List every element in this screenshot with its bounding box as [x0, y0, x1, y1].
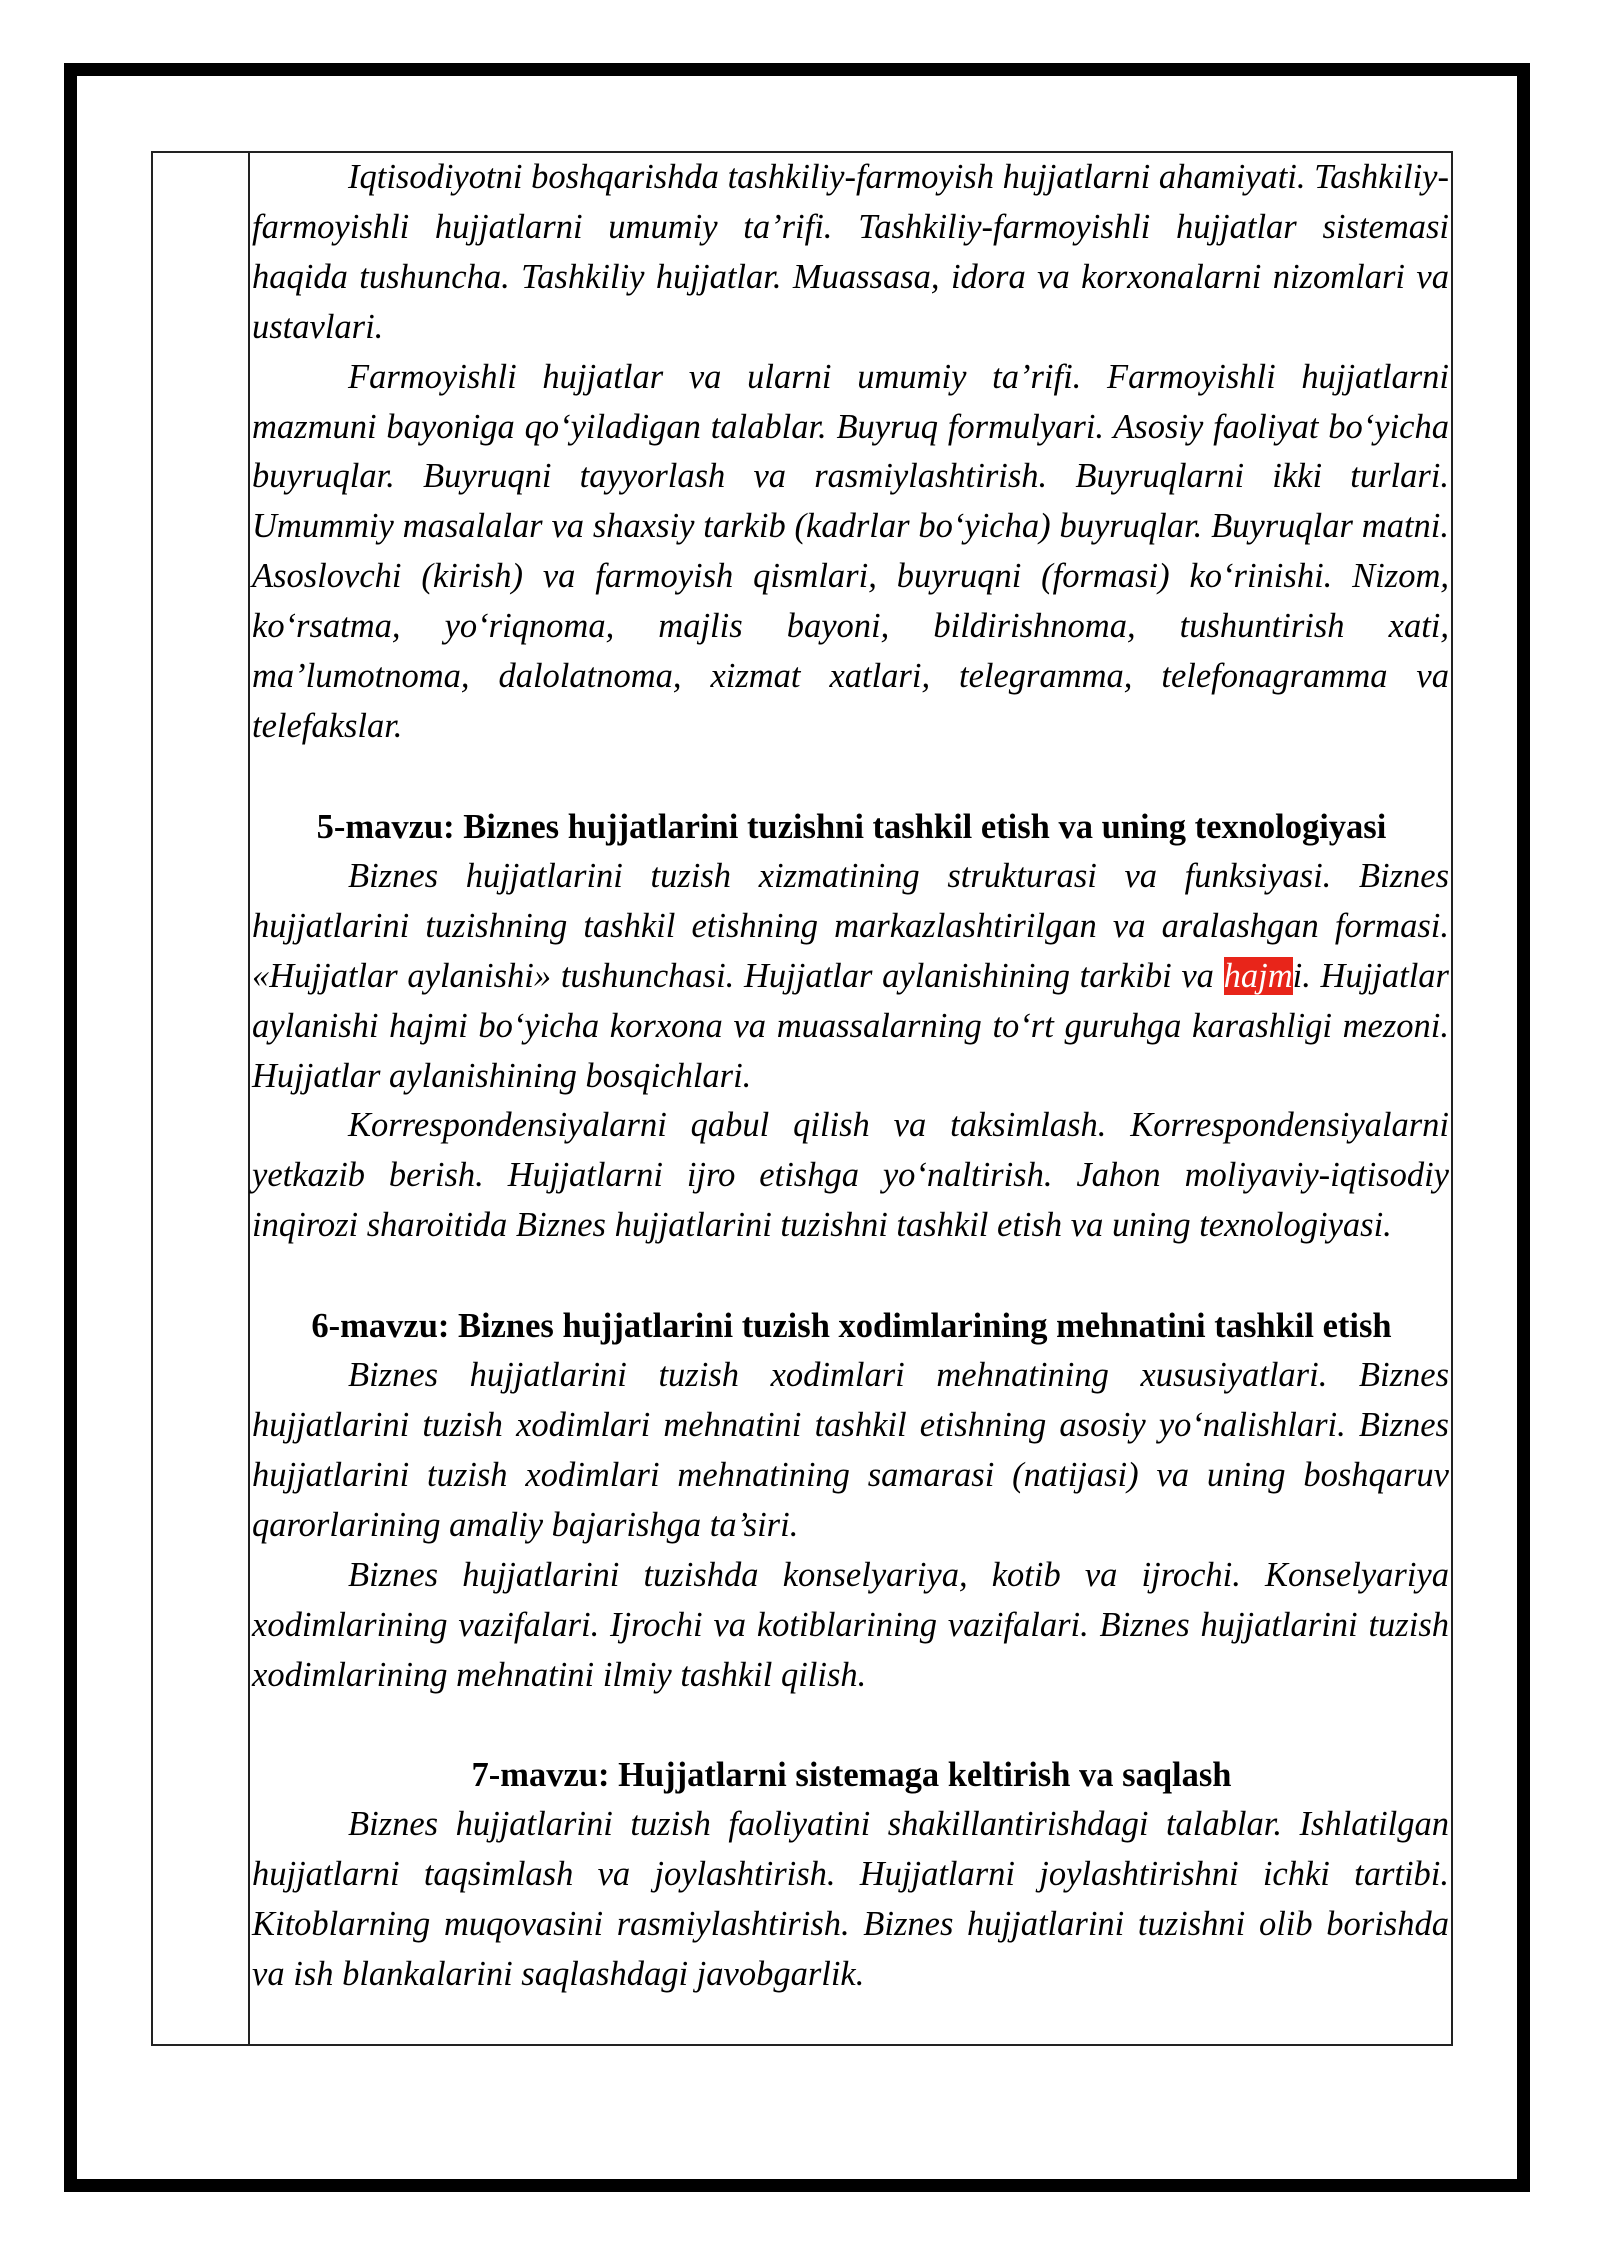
spacer: [252, 752, 1451, 802]
empty-left-cell: [153, 153, 250, 2044]
topic-7-paragraph-1: Biznes hujjatlarini tuzish faoliyatini shakillantirishdagi talablar. Ishlatilgan hujjatlarni taqsimlash va joylashtirish. Hujjatlarni joylashtirishni ichki tartibi. Kitoblarning muqovasini rasmiylashtirish. Biznes hujjatlarini tuzishni olib borishda va ish blankalarini saqlashdagi javobgarlik.: [252, 1805, 1449, 1994]
text-cell: [252, 153, 1451, 2000]
topic-7-heading: 7-mavzu: Hujjatlarni sistemaga keltirish va saqlash: [471, 1756, 1232, 1795]
intro-paragraph-2: Farmoyishli hujjatlar va ularni umumiy ta’rifi. Farmoyishli hujjatlarni mazmuni bayoniga qo‘yiladigan talablar. Buyruq formulyari. Asosiy faoliyat bo‘yicha buyruqlar. Buyruqni tayyorlash va rasmiylashtirish. Buyruqlarni ikki turlari. Umummiy masalalar va shaxsiy tarkib (kadrlar bo‘yicha) buyruqlar. Buyruqlar matni. Asoslovchi (kirish) va farmoyish qismlari, buyruqni (formasi) ko‘rinishi. Nizom, ko‘rsatma, yo‘riqnoma, majlis bayoni, bildirishnoma, tushuntirish xati, ma’lumotnoma, dalolatnoma, xizmat xatlari, telegramma, telefonagramma va telefakslar.: [252, 357, 1449, 745]
topic-6-paragraph-2: Biznes hujjatlarini tuzishda konselyariya, kotib va ijrochi. Konselyariya xodimlarining vazifalari. Ijrochi va kotiblarining vazifalari. Biznes hujjatlarini tuzish xodimlarining mehnatini ilmiy tashkil qilish.: [252, 1555, 1449, 1694]
highlighted-word: hajm: [1223, 956, 1293, 995]
topic-5-paragraph-2: Korrespondensiyalarni qabul qilish va taksimlash. Korrespondensiyalarni yetkazib berish. Hujjatlarni ijro etishga yo‘naltirish. Jahon moliyaviy-iqtisodiy inqirozi sharoitida Biznes hujjatlarini tuzishni tashkil etish va uning texnologiyasi.: [252, 1106, 1449, 1245]
topic-5-text-before: Biznes hujjatlarini tuzish xizmatining strukturasi va funksiyasi. Biznes hujjatlarini tuzishning tashkil etishning markazlashtirilgan va aralashgan formasi. «Hujjatlar aylanishi» tushunchasi. Hujjatlar aylanishining tarkibi va: [252, 856, 1449, 995]
intro-paragraph-1: Iqtisodiyotni boshqarishda tashkiliy-farmoyish hujjatlarni ahamiyati. Tashkiliy-farmoyishli hujjatlarni umumiy ta’rifi. Tashkiliy-farmoyishli hujjatlar sistemasi haqida tushuncha. Tashkiliy hujjatlar. Muassasa, idora va korxonalarni nizomlari va ustavlari.: [252, 158, 1449, 346]
spacer: [252, 1251, 1451, 1301]
topic-6-heading: 6-mavzu: Biznes hujjatlarini tuzish xodimlarining mehnatini tashkil etish: [311, 1307, 1392, 1346]
topic-5-heading: 5-mavzu: Biznes hujjatlarini tuzishni tashkil etish va uning texnologiyasi: [316, 807, 1387, 846]
topic-5-paragraph-1: [252, 852, 1451, 1102]
spacer: [252, 1700, 1451, 1750]
topic-6-paragraph-1: Biznes hujjatlarini tuzish xodimlari mehnatining xususiyatlari. Biznes hujjatlarini tuzish xodimlari mehnatini tashkil etishning asosiy yo‘nalishlari. Biznes hujjatlarini tuzish xodimlari mehnatining samarasi (natijasi) va uning boshqaruv qarorlarining amaliy bajarishga ta’siri.: [252, 1356, 1449, 1544]
content-table: [151, 151, 1453, 2046]
topic-5-text-after: i. Hujjatlar aylanishi hajmi bo‘yicha korxona va muassalarning to‘rt guruhga karashligi mezoni. Hujjatlar aylanishining bosqichlari.: [252, 956, 1449, 1095]
